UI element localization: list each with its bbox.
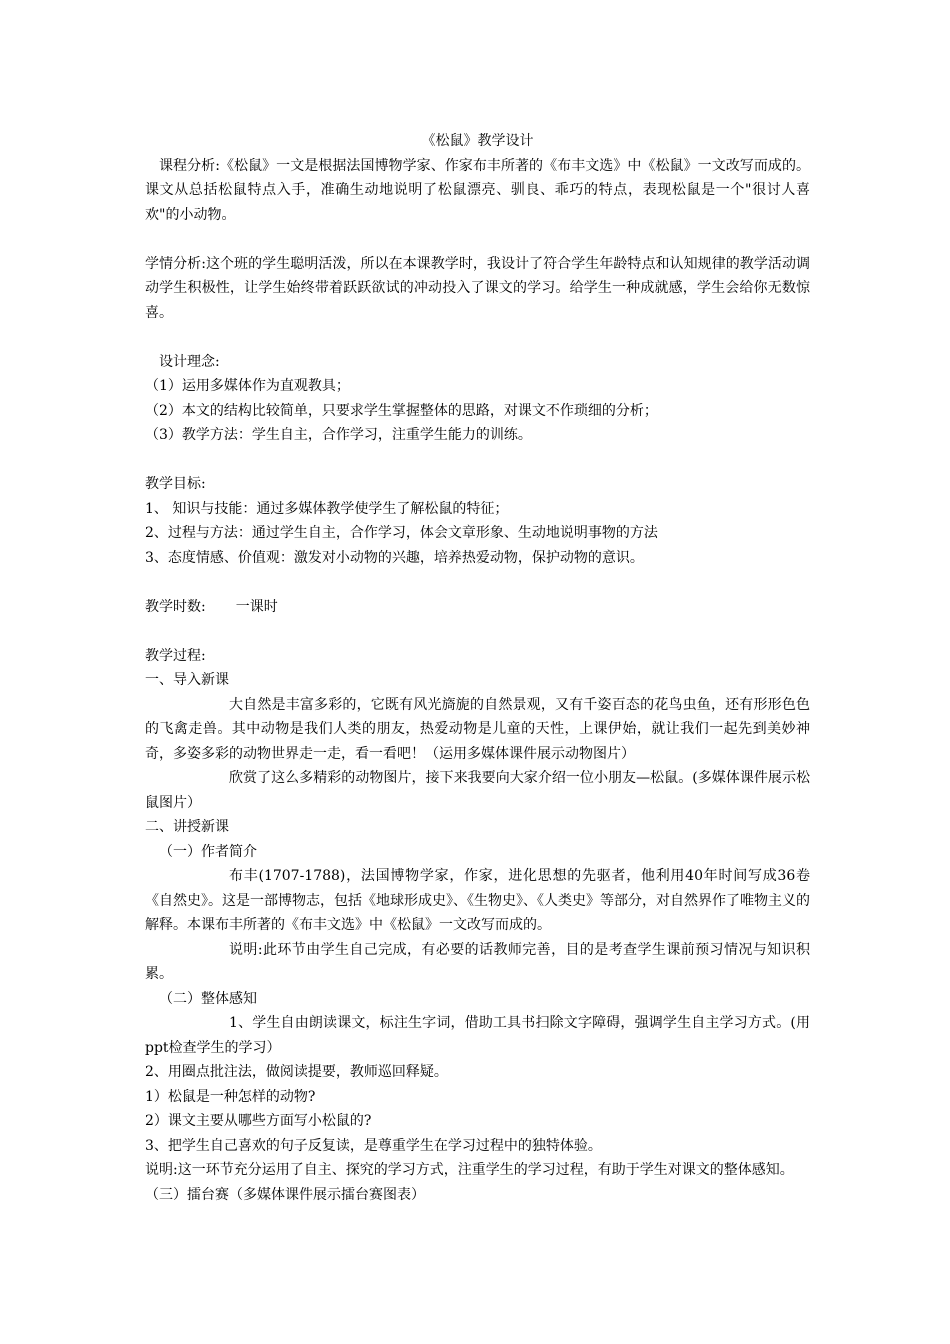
- document-title: 《松鼠》教学设计: [421, 133, 534, 149]
- spacer: [145, 227, 810, 252]
- section2-note: 说明:这一环节充分运用了自主、探究的学习方式，注重学生的学习过程，有助于学生对课文的整体感知。: [145, 1162, 794, 1178]
- objectives-heading: 教学目标:: [145, 476, 206, 492]
- spacer: [145, 570, 810, 595]
- section2-paragraph: 1、学生自由朗读课文，标注生字词，借助工具书扫除文字障碍，强调学生自主学习方式。(用ppt检查学生的学习）: [145, 1015, 810, 1056]
- objective-item: 1、 知识与技能：通过多媒体教学使学生了解松鼠的特征；: [145, 500, 509, 517]
- teaching-hours-label: 教学时数:: [145, 598, 206, 615]
- part1-heading: 一、导入新课: [145, 672, 229, 688]
- document-body: [145, 129, 810, 1207]
- part2-heading: 二、讲授新课: [145, 819, 229, 835]
- section2-line: 2、用圈点批注法，做阅读提要，教师巡回释疑。: [145, 1064, 448, 1080]
- spacer: [145, 325, 810, 350]
- teaching-hours-value: 一课时: [235, 598, 278, 615]
- objective-item: 3、态度情感、价值观：激发对小动物的兴趣，培养热爱动物，保护动物的意识。: [145, 549, 644, 566]
- section2-heading: （二）整体感知: [159, 990, 257, 1007]
- section3-heading: （三）擂台赛（多媒体课件展示擂台赛图表）: [145, 1186, 425, 1203]
- part1-paragraph: 欣赏了这么多精彩的动物图片，接下来我要向大家介绍一位小朋友—松鼠。(多媒体课件展示松鼠图片）: [145, 770, 810, 811]
- course-analysis: 课程分析:《松鼠》一文是根据法国博物学家、作家布丰所著的《布丰文选》中《松鼠》一文改写而成的。课文从总括松鼠特点入手，准确生动地说明了松鼠漂亮、驯良、乖巧的特点，表现松鼠是一个"很讨人喜欢"的小动物。: [145, 157, 810, 223]
- teaching-hours: [145, 595, 810, 620]
- section1-paragraph: 布丰(1707-1788)，法国博物学家，作家，进化思想的先驱者，他利用40年时间写成36卷《自然史》。这是一部博物志，包括《地球形成史》、《生物史》、《人类史》等部分，对自然界作了唯物主义的解释。本课布丰所著的《布丰文选》中《松鼠》一文改写而成的。: [145, 868, 810, 933]
- section1-heading: （一）作者简介: [159, 843, 257, 860]
- section1-note: 说明:此环节由学生自己完成，有必要的话教师完善，目的是考查学生课前预习情况与知识积累。: [145, 941, 810, 982]
- design-concept-item: （1）运用多媒体作为直观教具；: [145, 378, 350, 394]
- spacer: [145, 448, 810, 473]
- design-concept-heading: 设计理念:: [159, 353, 220, 370]
- process-heading: 教学过程:: [145, 647, 206, 664]
- design-concept-item: （3）教学方法：学生自主，合作学习，注重学生能力的训练。: [145, 427, 532, 443]
- design-concept-item: （2）本文的结构比较简单，只要求学生掌握整体的思路，对课文不作琐细的分析；: [145, 402, 658, 419]
- student-analysis: 学情分析:这个班的学生聪明活泼，所以在本课教学时，我设计了符合学生年龄特点和认知规律的教学活动调动学生积极性，让学生始终带着跃跃欲试的冲动投入了课文的学习。给学生一种成就感，学生会给你无数惊喜。: [145, 255, 810, 321]
- part1-paragraph: 大自然是丰富多彩的，它既有风光旖旎的自然景观，又有千姿百态的花鸟虫鱼，还有形形色色的飞禽走兽。其中动物是我们人类的朋友，热爱动物是儿童的天性，上课伊始，就让我们一起先到美妙神奇，多姿多彩的动物世界走一走，看一看吧！（运用多媒体课件展示动物图片）: [145, 696, 810, 762]
- section2-line: 1）松鼠是一种怎样的动物?: [145, 1088, 316, 1105]
- spacer: [145, 619, 810, 644]
- section2-line: 2）课文主要从哪些方面写小松鼠的?: [145, 1113, 372, 1129]
- section2-line: 3、把学生自己喜欢的句子反复读，是尊重学生在学习过程中的独特体验。: [145, 1137, 602, 1154]
- objective-item: 2、过程与方法：通过学生自主，合作学习，体会文章形象、生动地说明事物的方法: [145, 525, 658, 541]
